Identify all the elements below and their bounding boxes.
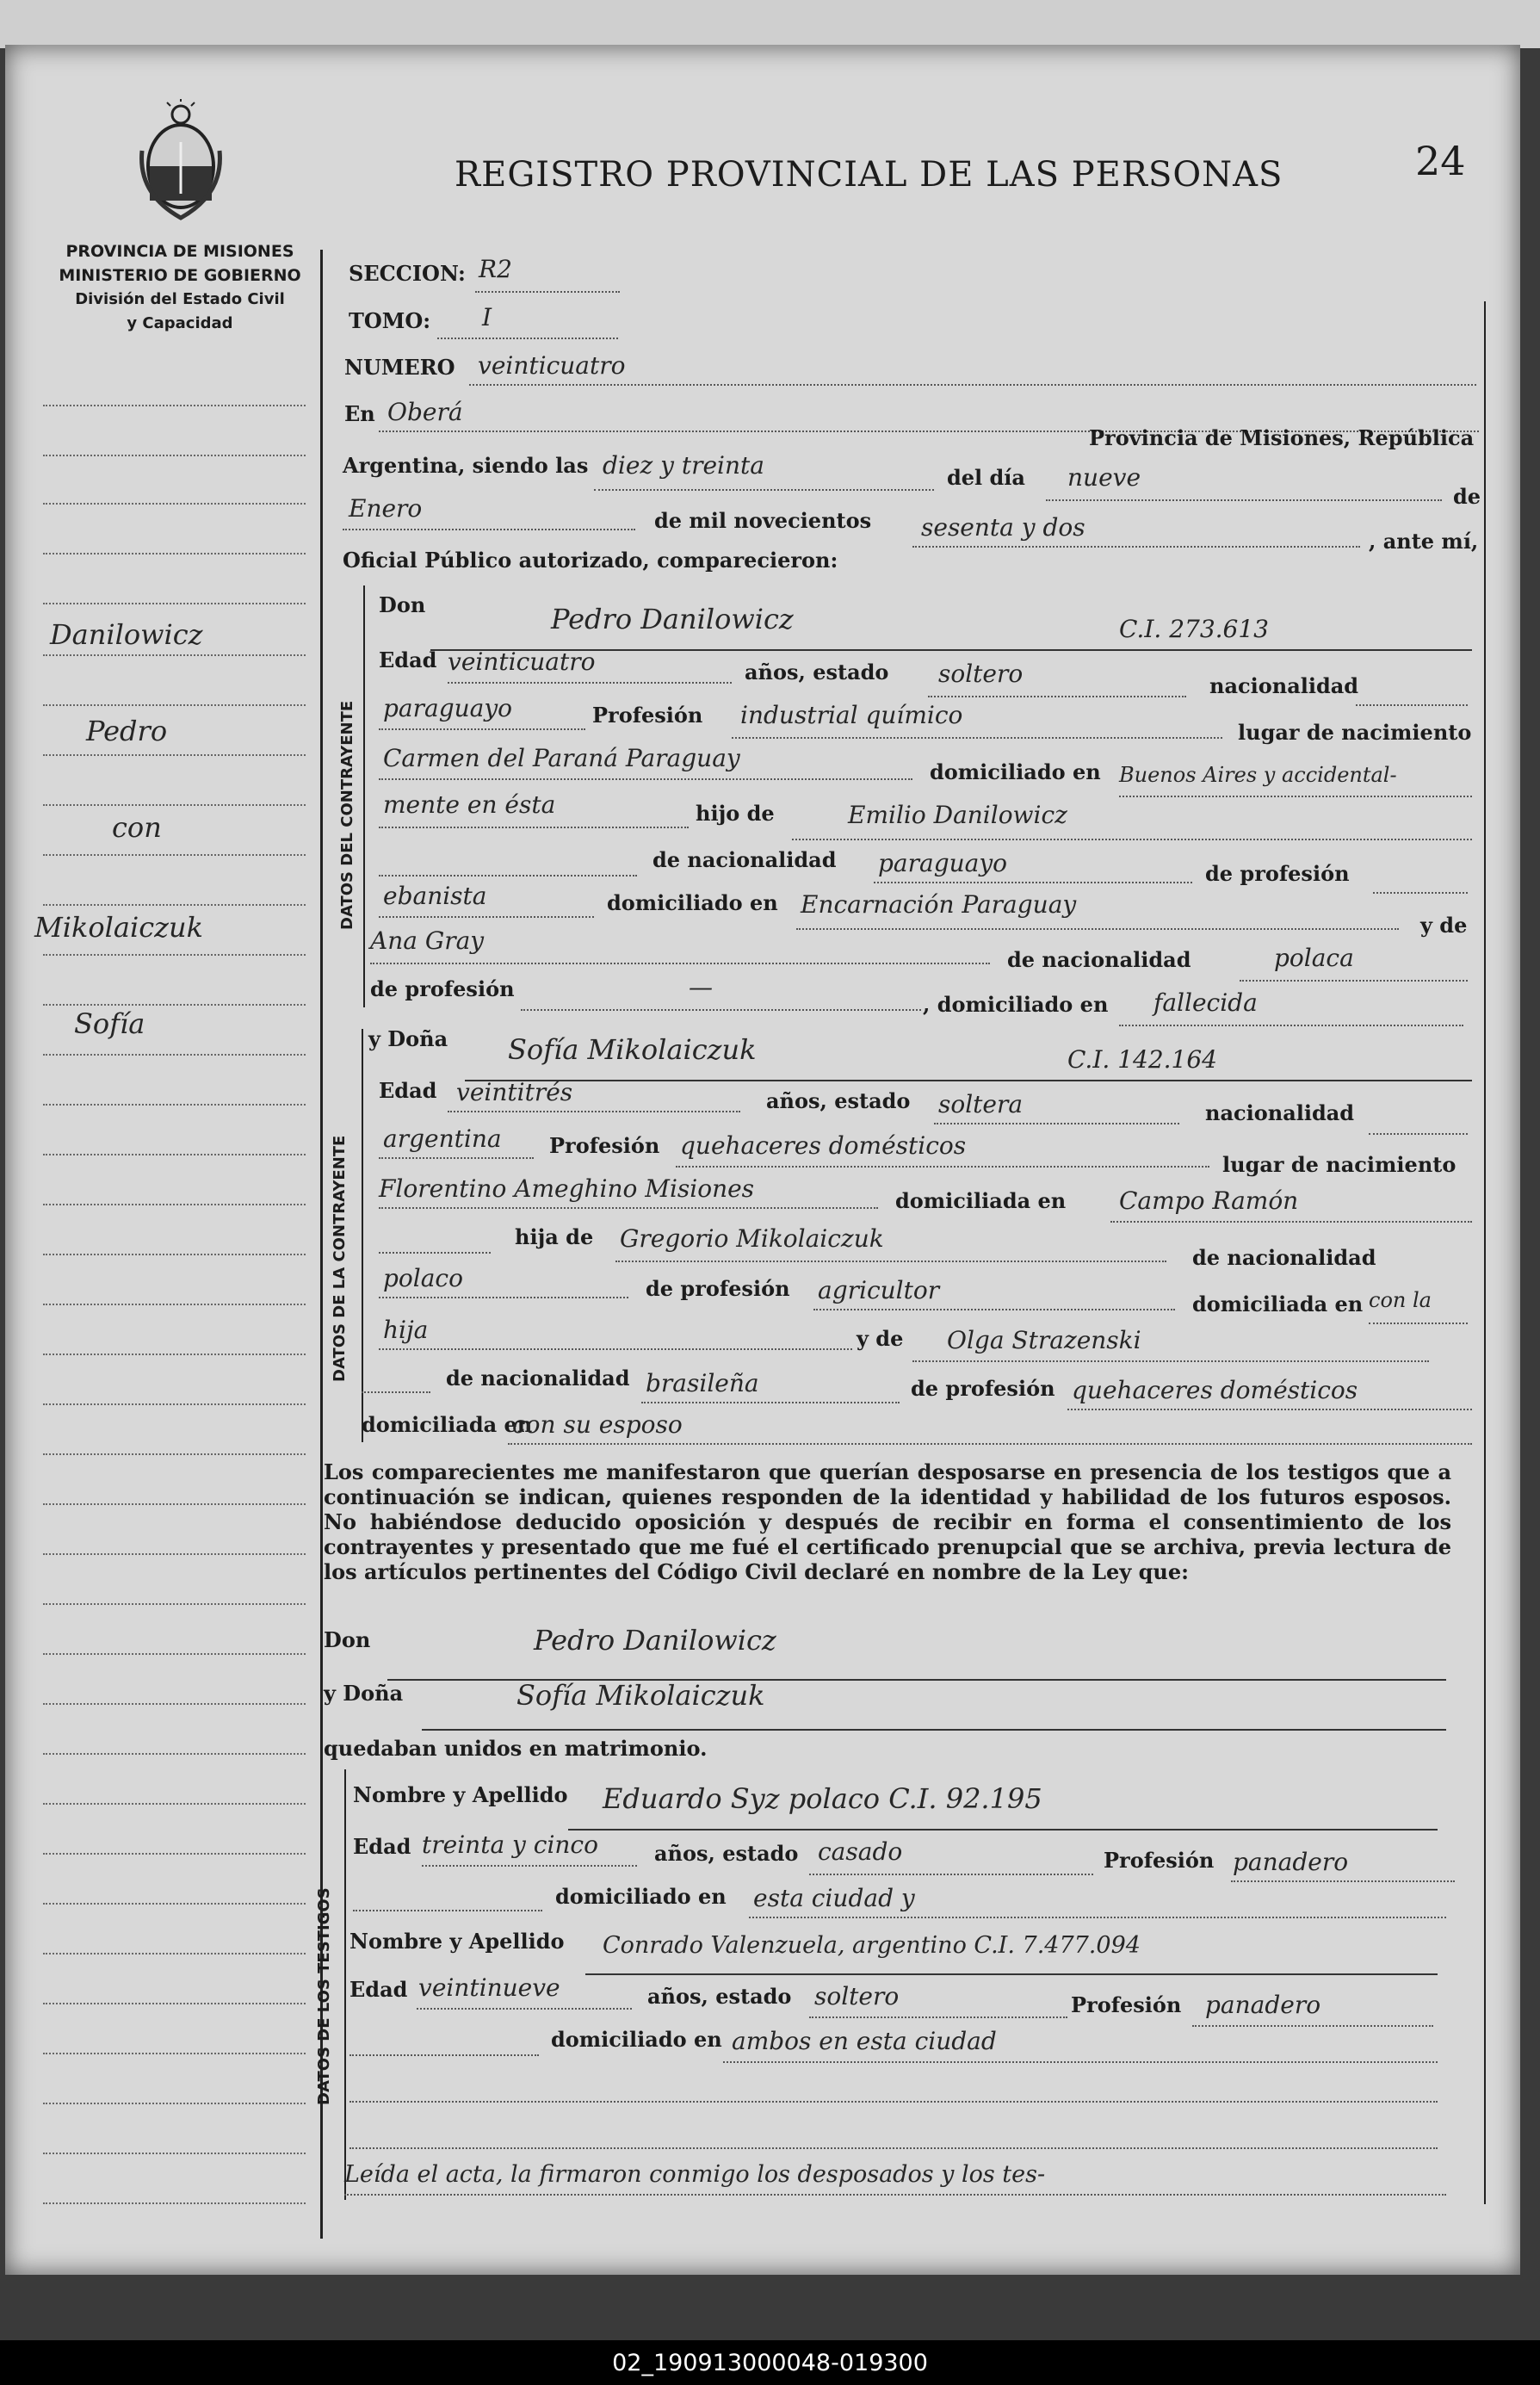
margin-note-name: Pedro — [86, 715, 168, 747]
t2-profesion-label: Profesión — [1071, 1992, 1182, 2017]
datos-testigos-label: DATOS DE LOS TESTIGOS — [315, 1887, 333, 2105]
profesion-don-label: Profesión — [592, 703, 703, 728]
dona-value: Sofía Mikolaiczuk — [508, 1033, 757, 1066]
ministry-label: MINISTERIO DE GOBIERNO — [59, 266, 301, 285]
t2-nombre-label: Nombre y Apellido — [349, 1929, 565, 1954]
hijo-de-label: hijo de — [696, 801, 775, 826]
decl-dona-label: y Doña — [324, 1681, 404, 1706]
ante-mi-label: , ante mí, — [1369, 529, 1479, 554]
nac-madre-don-value: polaca — [1274, 944, 1354, 972]
division-label-2: y Capacidad — [127, 314, 233, 332]
madre-dona-value: Olga Strazenski — [947, 1326, 1141, 1354]
t1-anos-label: años, estado — [654, 1841, 799, 1866]
dom-madre-dona-value: con su esposo — [512, 1410, 683, 1439]
de-label: de — [1453, 484, 1481, 509]
t2-prof-value: panadero — [1205, 1991, 1321, 2019]
numero-label: NUMERO — [344, 355, 455, 380]
t2-anos-label: años, estado — [647, 1984, 792, 2009]
edad-dona-label: Edad — [379, 1078, 437, 1103]
page-number: 24 — [1415, 138, 1466, 184]
anos-estado-dona-label: años, estado — [766, 1088, 911, 1113]
lugar-dona-label: lugar de nacimiento — [1222, 1152, 1457, 1177]
t1-profesion-label: Profesión — [1104, 1848, 1215, 1873]
anio-value: sesenta y dos — [921, 513, 1085, 542]
decl-don-value: Pedro Danilowicz — [534, 1624, 776, 1657]
dom-padre-don-label: domiciliado en — [607, 890, 778, 915]
nacionalidad-don-label: nacionalidad — [1209, 673, 1359, 698]
nac-padre-don-value: paraguayo — [878, 849, 1008, 877]
dom-madre-don-label: , domiciliado en — [923, 992, 1109, 1017]
nac-don-value: paraguayo — [383, 694, 513, 722]
t1-estado-value: casado — [818, 1837, 903, 1866]
page-right-rule — [1484, 301, 1486, 2204]
domiciliada-dona-label: domiciliada en — [895, 1188, 1067, 1213]
t2-edad-label: Edad — [349, 1977, 408, 2002]
dia-value: nueve — [1067, 463, 1141, 492]
de-prof-padre-dona-label: de profesión — [646, 1276, 790, 1301]
de-nac-padre-dona-label: de nacionalidad — [1192, 1245, 1376, 1270]
header-left — [38, 239, 322, 336]
t2-dom-label: domiciliado en — [551, 2027, 722, 2052]
hija-de-label: hija de — [515, 1224, 594, 1249]
t2-nombre-value: Conrado Valenzuela, argentino C.I. 7.477.094 — [603, 1932, 1141, 1959]
de-nac-padre-don-label: de nacionalidad — [652, 847, 837, 872]
closing-text: Leída el acta, la firmaron conmigo los desposados y los tes- — [344, 2161, 1046, 2188]
dom-padre-dona-label: domiciliada en — [1192, 1292, 1364, 1316]
t2-estado-value: soltero — [814, 1982, 900, 2010]
t2-edad-value: veintinueve — [418, 1973, 560, 2002]
tomo-value: I — [482, 303, 492, 331]
nac-padre-dona-value: polaco — [383, 1264, 463, 1292]
domicilio-don-value-2: mente en ésta — [383, 790, 556, 819]
margin-note-surname: Danilowicz — [50, 618, 203, 651]
prof-padre-dona-value: agricultor — [818, 1276, 940, 1304]
declaration-paragraph: Los comparecientes me manifestaron que querían desposarse en presencia de los testigos que a continuación se indican, quienes responden de la identidad y habilidad de los futuros esposos. No habiéndose deducido oposición y después de recibir en forma el consentimiento de los contrayentes y presentado que me fué el certificado prenupcial que se archiva, previa lectura de los artículos pertinentes del Código Civil declaré en nombre de la Ley que: — [324, 1459, 1451, 1584]
decl-don-label: Don — [324, 1627, 371, 1652]
de-prof-madre-dona-label: de profesión — [911, 1376, 1055, 1401]
dom-padre-dona-value: con la — [1369, 1288, 1432, 1312]
t1-dom-label: domiciliado en — [555, 1884, 727, 1909]
don-doc-value: C.I. 273.613 — [1119, 615, 1269, 643]
lugar-don-label: lugar de nacimiento — [1238, 720, 1472, 745]
padre-don-value: Emilio Danilowicz — [848, 801, 1067, 829]
oficial-label: Oficial Público autorizado, comparecieron: — [343, 548, 838, 573]
en-label: En — [344, 401, 375, 426]
dom-madre-don-value: fallecida — [1153, 988, 1258, 1017]
datos-contrayente-f-label: DATOS DE LA CONTRAYENTE — [331, 1135, 349, 1382]
hora-value: diez y treinta — [603, 451, 764, 480]
domicilio-don-value: Buenos Aires y accidental- — [1119, 763, 1397, 787]
prof-madre-dona-value: quehaceres domésticos — [1072, 1376, 1358, 1404]
domiciliado-don-label: domiciliado en — [930, 759, 1101, 784]
y-de-dona-label: y de — [857, 1326, 904, 1351]
margin-note-con: con — [112, 811, 162, 844]
y-de-label: y de — [1420, 913, 1468, 938]
don-label: Don — [379, 592, 426, 617]
dom-padre-dona-value-2: hija — [383, 1316, 429, 1344]
decl-dona-value: Sofía Mikolaiczuk — [516, 1679, 765, 1712]
testigos-rule — [344, 1769, 346, 2200]
t1-prof-value: panadero — [1233, 1848, 1349, 1876]
t1-nombre-label: Nombre y Apellido — [353, 1782, 568, 1807]
seccion-value: R2 — [479, 255, 512, 283]
t2-dom-value: ambos en esta ciudad — [732, 2027, 997, 2055]
contrayente-f-rule — [362, 1029, 363, 1442]
margin-note-surname-2: Mikolaiczuk — [34, 911, 203, 944]
edad-don-label: Edad — [379, 647, 437, 672]
datos-contrayente-label: DATOS DEL CONTRAYENTE — [338, 700, 356, 930]
footer-filename: 02_190913000048-019300 — [0, 2340, 1540, 2385]
domicilio-dona-value: Campo Ramón — [1119, 1186, 1299, 1215]
quedaban-label: quedaban unidos en matrimonio. — [324, 1736, 708, 1761]
numero-value: veinticuatro — [478, 351, 626, 380]
mes-value: Enero — [349, 494, 423, 523]
nac-dona-value: argentina — [383, 1124, 502, 1153]
nacionalidad-dona-label: nacionalidad — [1205, 1100, 1355, 1125]
tomo-label: TOMO: — [349, 308, 431, 333]
margin-note-name-2: Sofía — [74, 1007, 145, 1040]
de-nac-madre-dona-label: de nacionalidad — [446, 1366, 630, 1391]
don-value: Pedro Danilowicz — [551, 603, 794, 635]
t1-dom-value: esta ciudad y — [753, 1884, 915, 1912]
estado-dona-value: soltera — [938, 1090, 1024, 1118]
madre-don-value: Ana Gray — [370, 926, 485, 955]
de-mil-label: de mil novecientos — [654, 508, 872, 533]
lugar-don-value: Carmen del Paraná Paraguay — [383, 744, 740, 772]
anos-estado-don-label: años, estado — [745, 660, 889, 685]
de-nac-madre-don-label: de nacionalidad — [1007, 947, 1191, 972]
edad-dona-value: veintitrés — [456, 1078, 573, 1106]
top-strip — [0, 0, 1540, 48]
dom-padre-don-value: Encarnación Paraguay — [801, 890, 1077, 919]
dona-doc-value: C.I. 142.164 — [1067, 1045, 1217, 1074]
t1-edad-value: treinta y cinco — [422, 1831, 598, 1859]
de-prof-padre-don-label: de profesión — [1205, 861, 1350, 886]
edad-don-value: veinticuatro — [448, 647, 596, 676]
prof-dona-value: quehaceres domésticos — [680, 1131, 967, 1160]
profesion-dona-label: Profesión — [549, 1133, 660, 1158]
t1-nombre-value: Eduardo Syz polaco C.I. 92.195 — [603, 1782, 1042, 1815]
en-value: Oberá — [387, 398, 463, 426]
coat-of-arms-icon — [138, 99, 224, 228]
prof-padre-don-value: ebanista — [383, 882, 487, 910]
page-title: REGISTRO PROVINCIAL DE LAS PERSONAS — [455, 155, 1283, 195]
prof-madre-don-value: — — [689, 973, 713, 1001]
province-label: PROVINCIA DE MISIONES — [65, 242, 294, 261]
nac-madre-dona-value: brasileña — [646, 1369, 759, 1397]
estado-don-value: soltero — [938, 660, 1024, 688]
contrayente-rule — [363, 585, 365, 1007]
division-label: División del Estado Civil — [75, 290, 285, 308]
prof-don-value: industrial químico — [740, 701, 963, 729]
provincia-label: Provincia de Misiones, República — [1089, 425, 1475, 450]
de-prof-madre-don-label: de profesión — [370, 976, 515, 1001]
y-dona-label: y Doña — [368, 1026, 448, 1051]
dom-madre-dona-label: domiciliada en — [362, 1412, 533, 1437]
t1-edad-label: Edad — [353, 1834, 411, 1859]
lugar-dona-value: Florentino Ameghino Misiones — [379, 1174, 755, 1203]
padre-dona-value: Gregorio Mikolaiczuk — [620, 1224, 884, 1253]
argentina-label: Argentina, siendo las — [343, 453, 589, 478]
del-dia-label: del día — [947, 465, 1025, 490]
seccion-label: SECCION: — [349, 261, 466, 286]
